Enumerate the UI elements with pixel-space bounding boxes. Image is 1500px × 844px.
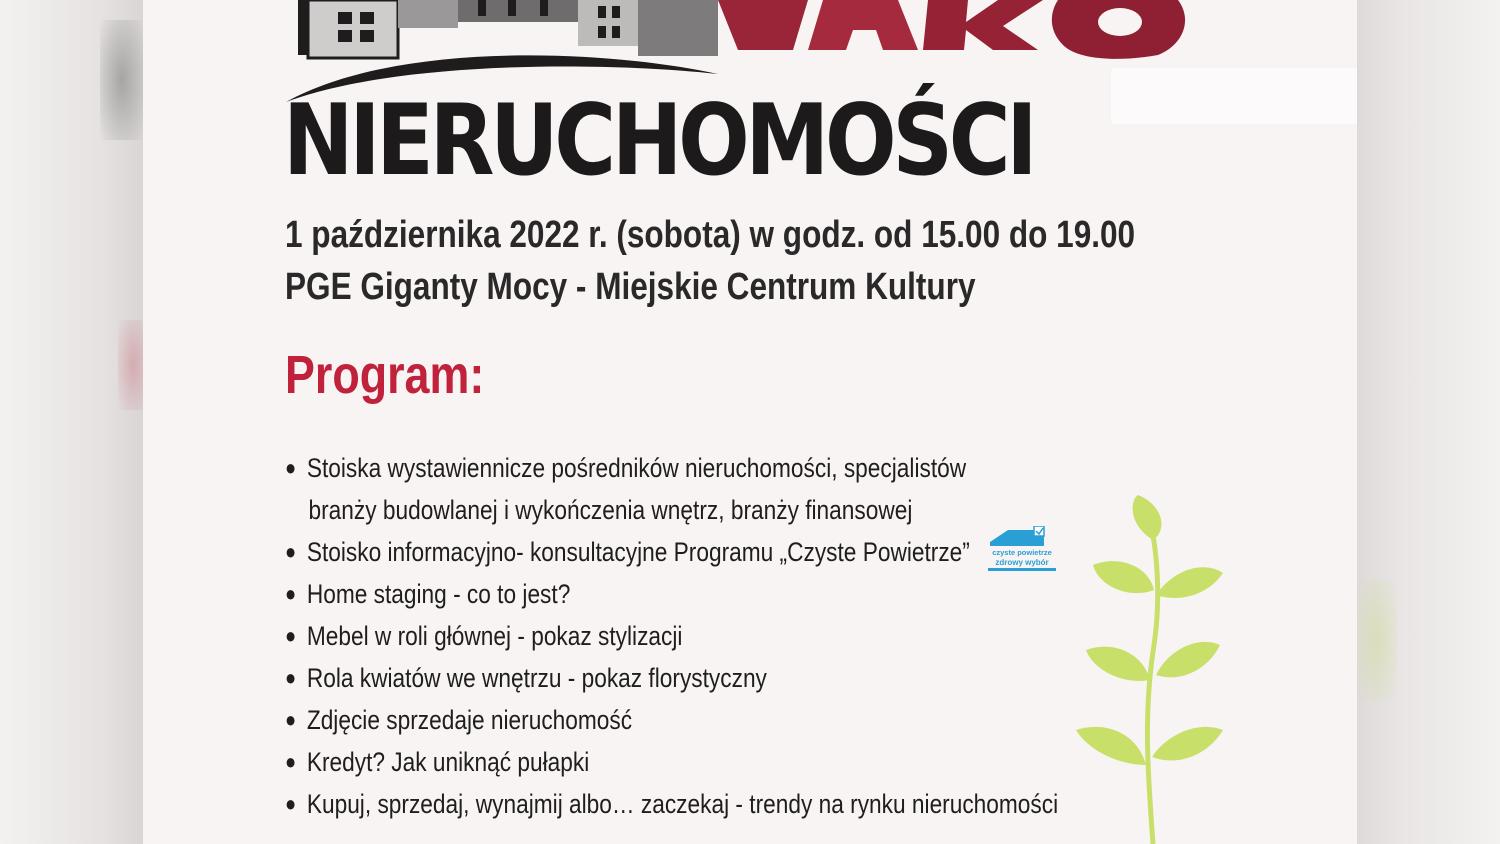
bullet-icon: ● [285,455,297,480]
cp-logo-line2: zdrowy wybór [995,558,1049,567]
program-item-text: branży budowlanej i wykończenia wnętrz, branży finansowej [308,495,913,525]
cp-logo-line1: czyste powietrze [992,548,1052,557]
list-item [285,616,1058,658]
bullet-icon: ● [285,707,297,732]
bullet-icon: ● [285,749,297,774]
blurred-background-left [0,0,143,844]
list-item [285,700,1058,742]
bullet-icon: ● [285,791,297,816]
bullet-icon: ● [285,581,297,606]
house-checkmark-icon [986,526,1058,574]
program-item-text: Stoiska wystawiennicze pośredników nieruchomości, specjalistów [306,453,967,483]
list-item [285,532,1058,574]
watermark-overlay [1111,68,1357,124]
event-poster [143,0,1357,844]
program-item-text: Kredyt? Jak uniknąć pułapki [306,747,590,777]
list-item [285,784,1058,826]
program-item-text: Kupuj, sprzedaj, wynajmij albo… zaczekaj - trendy na rynku nieruchomości [306,789,1059,819]
plant-sprig-icon [1068,495,1238,844]
program-item-text: Mebel w roli głównej - pokaz stylizacji [306,621,683,651]
list-item [285,574,1058,616]
blurred-accent [1357,580,1397,700]
blurred-background-right [1357,0,1500,844]
program-item-text: Home staging - co to jest? [306,579,571,609]
poster-headline: NIERUCHOMOŚCI [283,84,1034,198]
program-heading: Program: [285,345,485,405]
program-item-text: Stoisko informacyjno- konsultacyjne Programu „Czyste Powietrze” [306,537,970,567]
list-item [285,658,1058,700]
program-item-text: Zdjęcie sprzedaje nieruchomość [306,705,633,735]
bullet-icon: ● [285,623,297,648]
list-item [285,742,1058,784]
list-item [285,490,1058,532]
list-item [285,448,1058,490]
event-venue: PGE Giganty Mocy - Miejskie Centrum Kultury [285,266,976,308]
bullet-icon: ● [285,665,297,690]
bullet-icon: ● [285,539,297,564]
event-date: 1 października 2022 r. (sobota) w godz. od 15.00 do 19.00 [285,214,1136,256]
program-item-text: Rola kwiatów we wnętrzu - pokaz florystyczny [306,663,767,693]
